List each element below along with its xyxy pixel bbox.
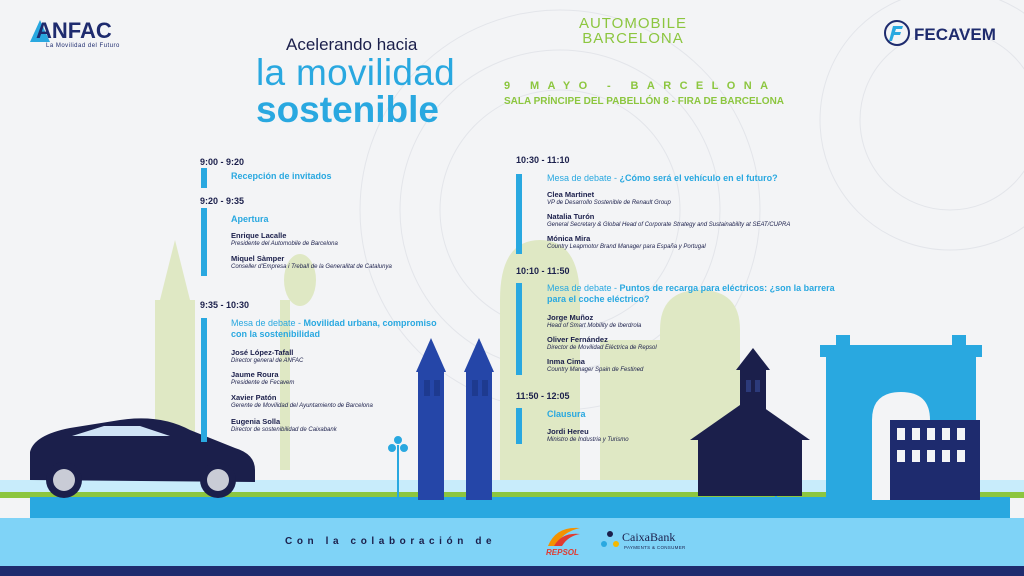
- caixabank-logo-subtext: PAYMENTS & CONSUMER: [624, 545, 686, 550]
- slot-bar: [201, 168, 207, 188]
- speaker-role: General Secretary & Global Head of Corporate Strategy and Sustainability at SEAT/CUPRA: [547, 222, 791, 228]
- speaker-role: Ministro de Industria y Turismo: [547, 437, 629, 443]
- speaker-name: Jorge Muñoz: [547, 313, 594, 322]
- speaker-name: Miquel Sàmper: [231, 254, 285, 263]
- session-title-text: Puntos de recarga para eléctricos: ¿son la barrera: [619, 283, 835, 293]
- session-prefix: Mesa de debate -: [231, 318, 304, 328]
- caixabank-logo-text: CaixaBank: [622, 530, 676, 544]
- session-title-text: Apertura: [231, 214, 269, 224]
- slot-bar: [201, 318, 207, 442]
- slot-time: 10:10 - 11:50: [516, 266, 570, 276]
- title-pre: Acelerando hacia: [286, 35, 418, 54]
- session-title-text2: para el coche eléctrico?: [547, 294, 650, 304]
- automobile-logo-line2: BARCELONA: [582, 30, 684, 47]
- speaker-name: Jaume Roura: [231, 370, 279, 379]
- speaker-role: Director de Movilidad Eléctrica de Repsol: [547, 345, 657, 351]
- title-line1: la movilidad: [256, 52, 455, 93]
- speaker-name: Natalia Turón: [547, 212, 595, 221]
- caixabank-logo: [600, 528, 690, 554]
- session-title-text: Movilidad urbana, compromiso: [303, 318, 437, 328]
- speaker-name: Clea Martinet: [547, 190, 595, 199]
- speaker-role: Presidente del Automobile de Barcelona: [231, 241, 338, 247]
- slot-time: 9:35 - 10:30: [200, 300, 250, 310]
- automobile-logo-line1: AUTOMOBILE: [578, 15, 688, 32]
- title-line2: sostenible: [256, 89, 439, 130]
- session-prefix: Mesa de debate -: [547, 283, 620, 293]
- speaker-role: Presidente de Fecavem: [231, 380, 295, 386]
- speaker-role: Director de sostenibilidad de Caixabank: [231, 427, 337, 433]
- event-date: 9 MAYO - BARCELONA: [504, 80, 777, 92]
- session-title: [547, 173, 778, 184]
- session-title: [231, 214, 269, 225]
- session-title: [231, 171, 332, 182]
- anfac-logo-text: ANFAC: [36, 18, 112, 43]
- session-title: [547, 409, 586, 420]
- event-venue: SALA PRÍNCIPE DEL PABELLÓN 8 - FIRA DE BARCELONA: [504, 96, 785, 107]
- slot-time: 11:50 - 12:05: [516, 391, 570, 401]
- speaker-name: Enrique Lacalle: [231, 231, 287, 240]
- collaboration-text: Con la colaboración de: [285, 536, 497, 547]
- session-title-line2: [231, 329, 320, 340]
- speaker-role: Country Leapmotor Brand Manager para España y Portugal: [547, 244, 706, 250]
- session-title-text: Recepción de invitados: [231, 171, 332, 181]
- session-title-text: Clausura: [547, 409, 586, 419]
- speaker-role: Country Manager Spain de Festined: [547, 367, 644, 373]
- anfac-logo: [30, 18, 150, 54]
- speaker-role: Gerente de Movilidad del Ayuntamiento de Barcelona: [231, 403, 373, 409]
- speaker-name: José López-Tafall: [231, 348, 294, 357]
- repsol-logo-text: REPSOL: [546, 548, 579, 557]
- speaker-role: Conseller d'Empresa i Treball de la Generalitat de Catalunya: [231, 264, 392, 270]
- slot-bar: [201, 208, 207, 276]
- session-title-text2: con la sostenibilidad: [231, 329, 321, 339]
- slot-time: 9:20 - 9:35: [200, 196, 245, 206]
- repsol-mark-icon: [546, 524, 582, 548]
- speaker-name: Eugenia Solla: [231, 417, 281, 426]
- repsol-logo: [542, 524, 582, 558]
- speaker-name: Mónica Mira: [547, 234, 591, 243]
- speaker-name: Jordi Hereu: [547, 427, 589, 436]
- speaker-role: Director general de ANFAC: [231, 358, 304, 364]
- session-title: [547, 283, 835, 294]
- automobile-barcelona-logo: [578, 16, 688, 46]
- speaker-name: Oliver Fernández: [547, 335, 608, 344]
- fecavem-mark-icon: [884, 20, 910, 46]
- session-title-text: ¿Cómo será el vehículo en el futuro?: [619, 173, 778, 183]
- session-title-line2: [547, 294, 650, 305]
- fecavem-logo-text: FECAVEM: [914, 25, 996, 44]
- slot-time: 9:00 - 9:20: [200, 157, 245, 167]
- speaker-name: Xavier Patón: [231, 393, 277, 402]
- caixabank-star-icon: [600, 530, 620, 550]
- speaker-role: VP de Desarrollo Sostenible de Renault Group: [547, 200, 671, 206]
- session-title: [231, 318, 437, 329]
- speaker-name: Inma Cima: [547, 357, 585, 366]
- slot-time: 10:30 - 11:10: [516, 155, 570, 165]
- slot-bar: [516, 283, 522, 375]
- footer-bottom-strip: [0, 566, 1024, 576]
- fecavem-logo: [884, 20, 1004, 50]
- speaker-role: Head of Smart Mobility de Iberdrola: [547, 323, 642, 329]
- anfac-tagline: La Movilidad del Futuro: [46, 43, 120, 49]
- slot-bar: [516, 408, 522, 444]
- slot-bar: [516, 174, 522, 254]
- session-prefix: Mesa de debate -: [547, 173, 620, 183]
